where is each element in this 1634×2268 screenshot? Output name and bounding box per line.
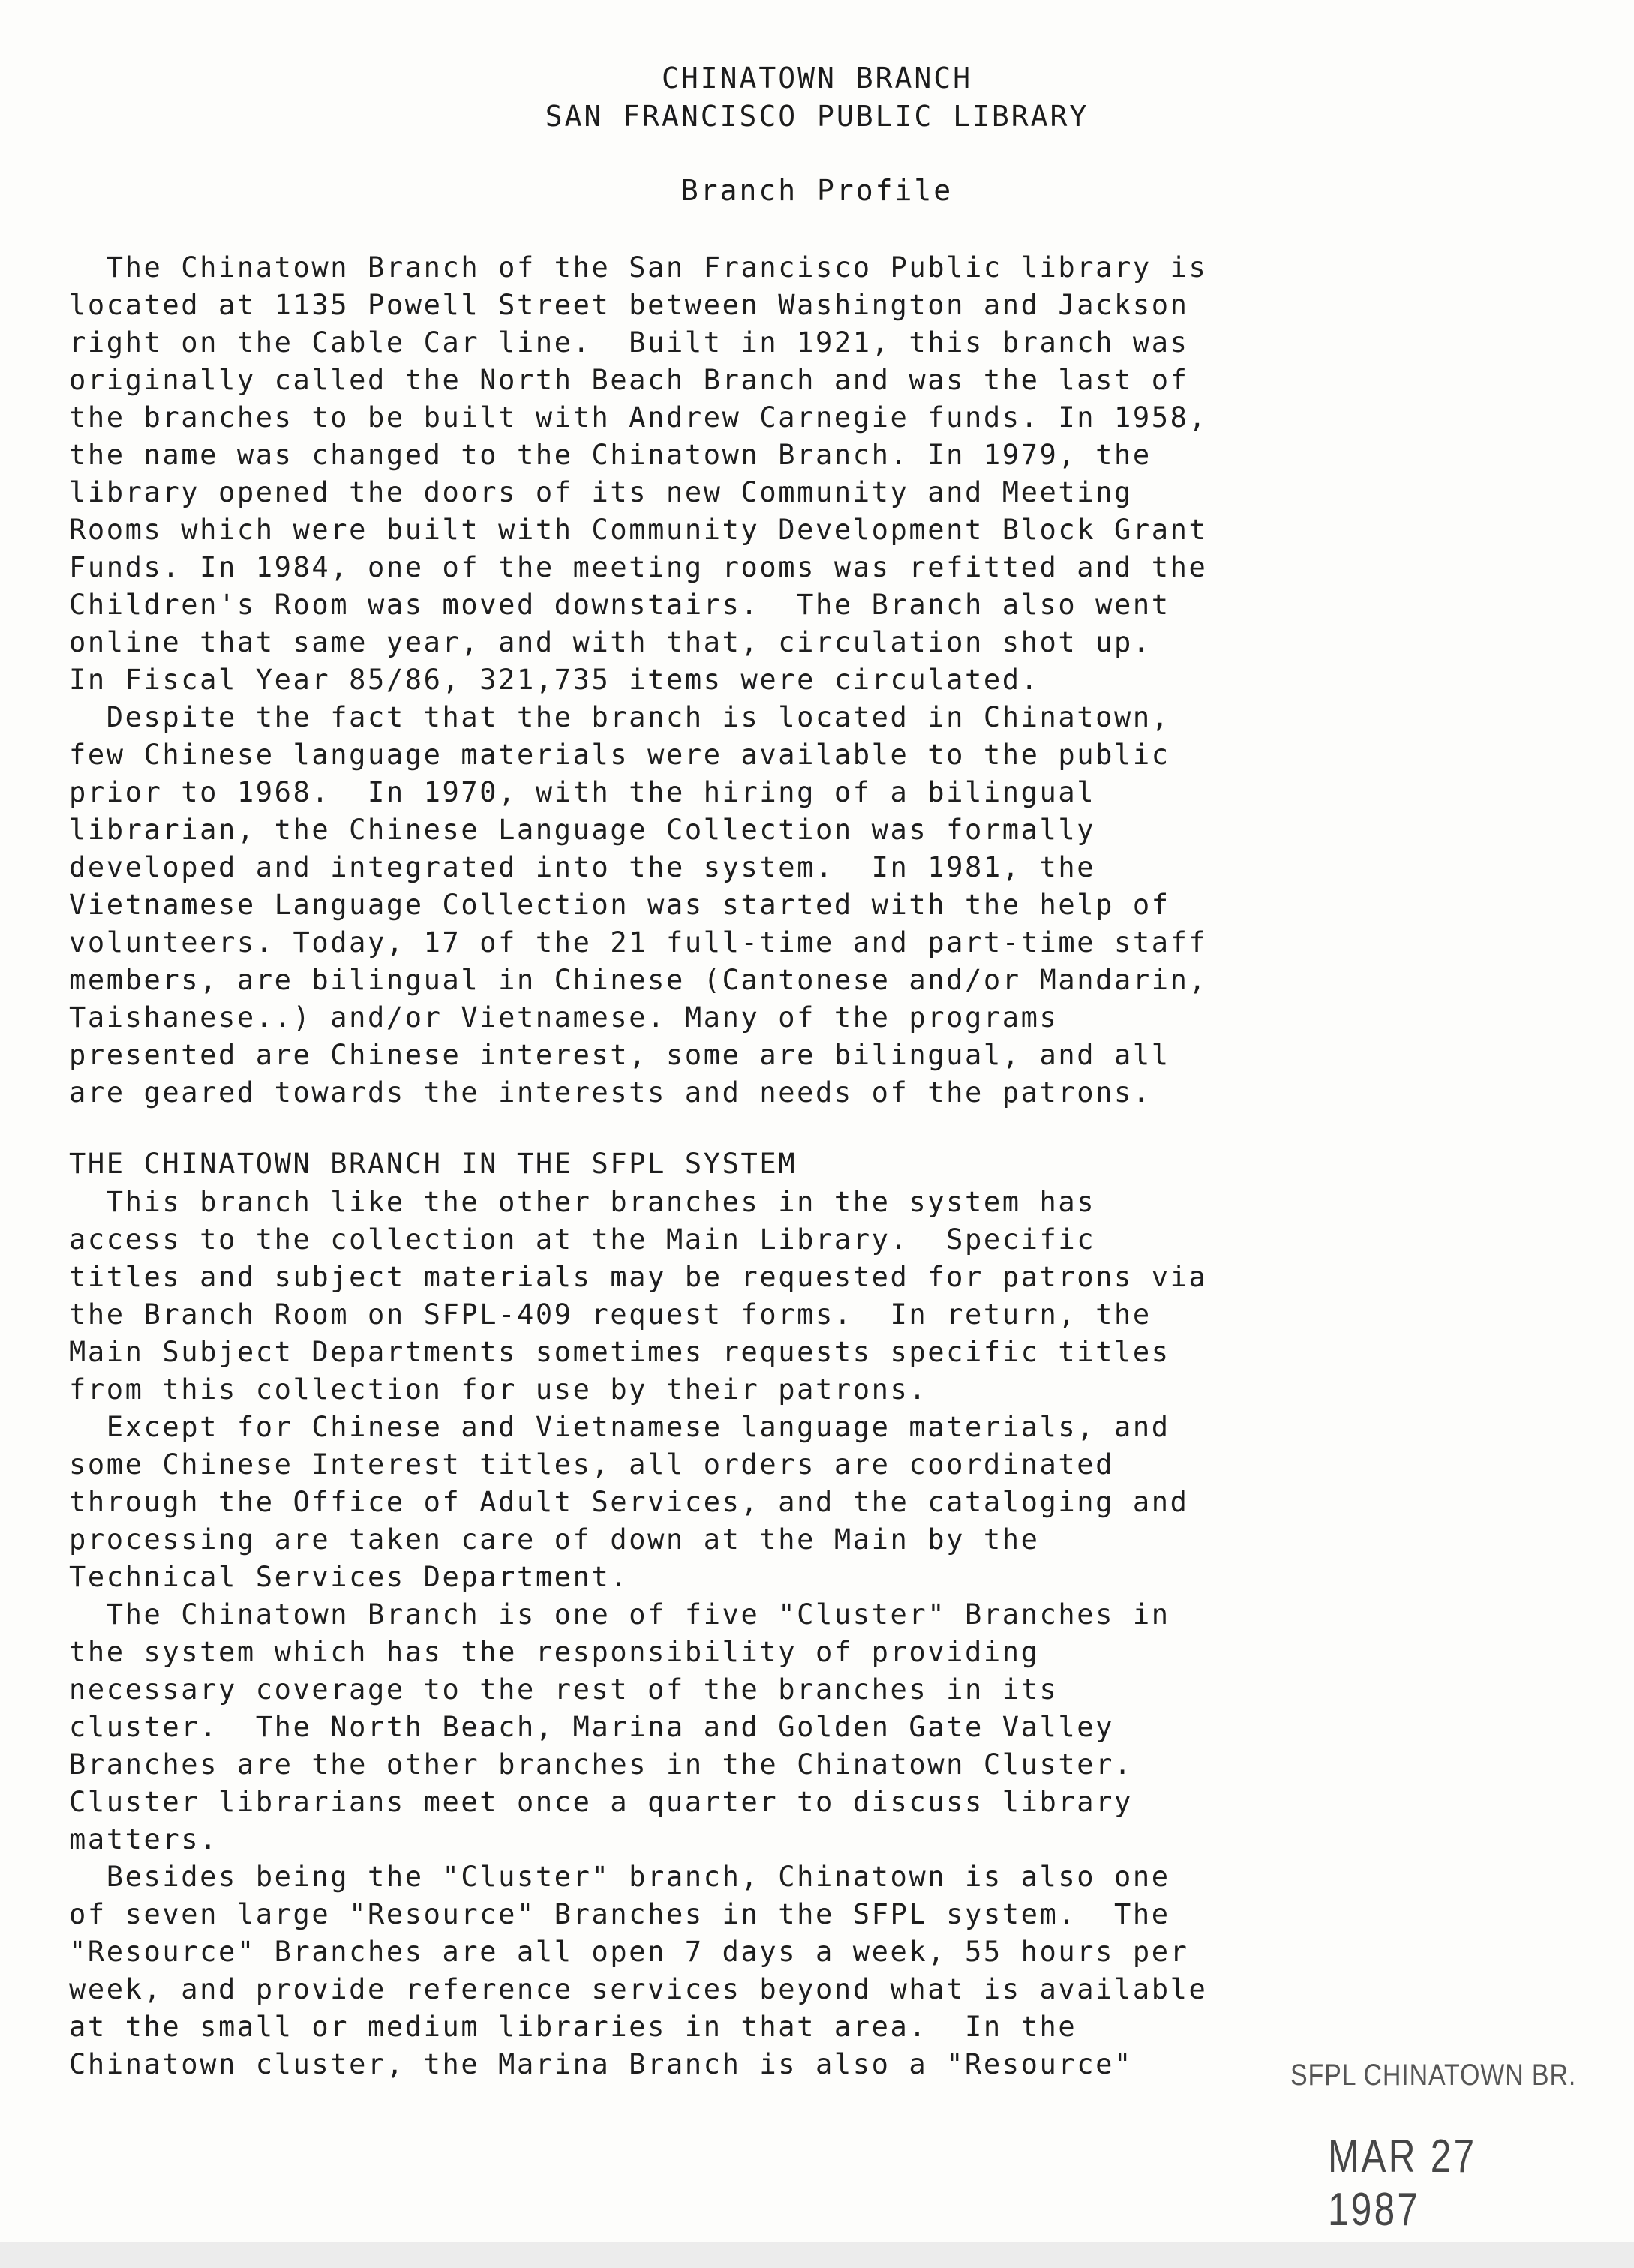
text-line: Funds. In 1984, one of the meeting rooms was refitted and the xyxy=(69,551,1208,584)
text-line: Taishanese..) and/or Vietnamese. Many of the programs xyxy=(69,1001,1059,1034)
text-line: members, are bilingual in Chinese (Cantonese and/or Mandarin, xyxy=(69,964,1208,996)
text-line: cluster. The North Beach, Marina and Golden Gate Valley xyxy=(69,1711,1115,1743)
text-line: the system which has the responsibility of providing xyxy=(69,1636,1040,1668)
text-line: presented are Chinese interest, some are bilingual, and all xyxy=(69,1039,1170,1071)
text-line: originally called the North Beach Branch and was the last of xyxy=(69,364,1189,396)
text-line: access to the collection at the Main Library. Specific xyxy=(69,1223,1096,1256)
text-line: necessary coverage to the rest of the branches in its xyxy=(69,1673,1059,1706)
text-line: of seven large "Resource" Branches in the SFPL system. The xyxy=(69,1898,1170,1930)
text-line: the name was changed to the Chinatown Branch. In 1979, the xyxy=(69,439,1152,471)
text-line: some Chinese Interest titles, all orders are coordinated xyxy=(69,1448,1115,1480)
header-subtitle: Branch Profile xyxy=(680,174,954,207)
text-line: "Resource" Branches are all open 7 days a week, 55 hours per xyxy=(69,1936,1189,1968)
text-line: prior to 1968. In 1970, with the hiring of a bilingual xyxy=(69,776,1096,808)
section-heading-sfpl-system: THE CHINATOWN BRANCH IN THE SFPL SYSTEM xyxy=(69,1148,797,1180)
branch-stamp: SFPL CHINATOWN BR. xyxy=(1290,2059,1577,2092)
text-line: at the small or medium libraries in that area. In the xyxy=(69,2011,1077,2043)
text-line: The Chinatown Branch is one of five "Cluster" Branches in xyxy=(69,1598,1170,1630)
text-line: The Chinatown Branch of the San Francisco Public library is xyxy=(69,251,1208,284)
text-line: titles and subject materials may be requested for patrons via xyxy=(69,1261,1208,1293)
text-line: Technical Services Department. xyxy=(69,1561,629,1593)
text-line: online that same year, and with that, circulation shot up. xyxy=(69,626,1152,658)
text-line: Main Subject Departments sometimes requests specific titles xyxy=(69,1336,1170,1368)
text-line: Cluster librarians meet once a quarter to discuss library xyxy=(69,1786,1133,1818)
text-line: developed and integrated into the system. In 1981, the xyxy=(69,851,1096,884)
header-library-name: SAN FRANCISCO PUBLIC LIBRARY xyxy=(545,100,1089,133)
text-line: from this collection for use by their patrons. xyxy=(69,1373,928,1406)
text-line: through the Office of Adult Services, and the cataloging and xyxy=(69,1486,1189,1518)
text-line: matters. xyxy=(69,1823,219,1856)
text-line: Rooms which were built with Community Development Block Grant xyxy=(69,514,1208,546)
text-line: Vietnamese Language Collection was started with the help of xyxy=(69,889,1170,921)
text-line: right on the Cable Car line. Built in 1921, this branch was xyxy=(69,326,1189,358)
section-sfpl-system xyxy=(69,1184,1569,2084)
text-line: Chinatown cluster, the Marina Branch is also a "Resource" xyxy=(69,2048,1133,2080)
section-branch-history xyxy=(69,249,1569,1112)
page-edge xyxy=(0,2242,1634,2268)
text-line: Besides being the "Cluster" branch, Chinatown is also one xyxy=(69,1861,1170,1893)
text-line: the Branch Room on SFPL-409 request forms. In return, the xyxy=(69,1298,1152,1330)
text-line: few Chinese language materials were available to the public xyxy=(69,739,1170,771)
text-line: This branch like the other branches in the system has xyxy=(69,1186,1096,1218)
text-line: librarian, the Chinese Language Collection was formally xyxy=(69,814,1096,846)
text-line: Children's Room was moved downstairs. The Branch also went xyxy=(69,589,1170,621)
date-stamp: MAR 27 1987 xyxy=(1328,2131,1477,2236)
text-line: library opened the doors of its new Community and Meeting xyxy=(69,476,1133,508)
text-line: the branches to be built with Andrew Carnegie funds. In 1958, xyxy=(69,401,1208,434)
text-line: are geared towards the interests and needs of the patrons. xyxy=(69,1076,1152,1108)
text-line: volunteers. Today, 17 of the 21 full-time and part-time staff xyxy=(69,926,1208,958)
text-line: Except for Chinese and Vietnamese language materials, and xyxy=(69,1411,1170,1443)
text-line: week, and provide reference services beyond what is available xyxy=(69,1973,1208,2006)
text-line: In Fiscal Year 85/86, 321,735 items were circulated. xyxy=(69,664,1040,696)
text-line: located at 1135 Powell Street between Washington and Jackson xyxy=(69,289,1189,321)
text-line: Branches are the other branches in the Chinatown Cluster. xyxy=(69,1748,1133,1780)
text-line: processing are taken care of down at the Main by the xyxy=(69,1523,1040,1556)
header-title: CHINATOWN BRANCH xyxy=(661,62,973,94)
text-line: Despite the fact that the branch is located in Chinatown, xyxy=(69,701,1170,734)
